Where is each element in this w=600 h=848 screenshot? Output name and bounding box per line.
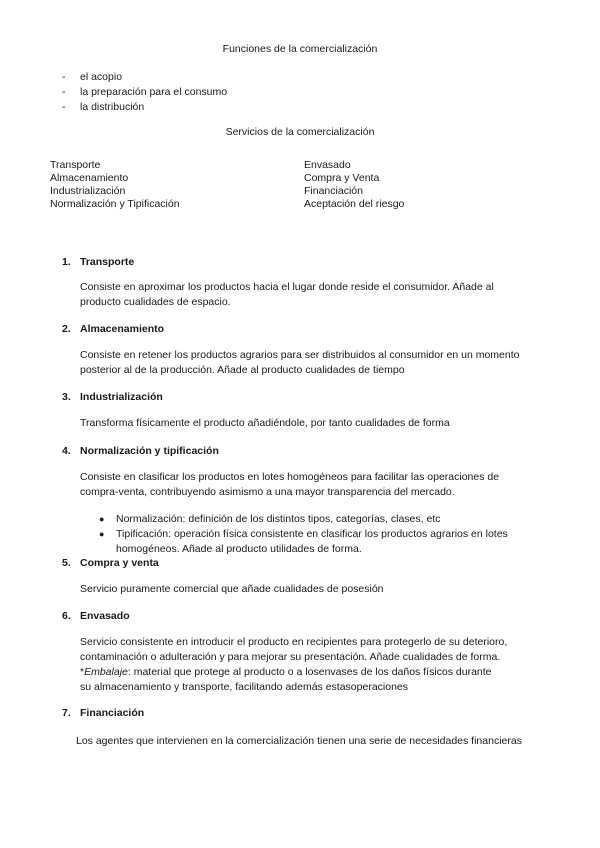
section-text-line: Consiste en aproximar los productos hacia el lugar donde reside el consumidor. Añade al [80,281,494,293]
bullet-marker: ● [99,514,105,524]
service-item: Aceptación del riesgo [304,198,405,210]
section-text-line: posterior al de la producción. Añade al producto cualidades de tiempo [80,364,405,376]
page-title: Funciones de la comercialización [222,43,378,55]
service-item: Financiación [304,185,363,197]
section-number: 5. [62,557,71,569]
section-number: 2. [62,323,71,335]
section-number: 6. [62,610,71,622]
section-number: 1. [62,256,71,268]
section-heading: Normalización y tipificación [80,445,219,457]
section-text-line: producto cualidades de espacio. [80,296,231,308]
note-line: su almacenamiento y transporte, facilitando además estasoperaciones [80,681,409,693]
section-heading: Envasado [80,610,130,622]
function-item: la preparación para el consumo [80,86,228,98]
bullet-marker: ● [99,529,105,539]
dash-marker: - [62,71,66,83]
section-text-line: Servicio consistente en introducir el producto en recipientes para protegerlo de su deterioro, [80,636,508,648]
dash-marker: - [62,86,66,98]
section-heading: Almacenamiento [80,323,165,335]
service-item: Industrialización [50,185,126,197]
section-number: 4. [62,445,71,457]
note-line [80,665,492,680]
bullet-text-line: Tipificación: operación física consistente en clasificar los productos agrarios en lotes [116,528,508,540]
service-item: Normalización y Tipificación [50,198,180,210]
section-text-line: Servicio puramente comercial que añade cualidades de posesión [80,583,384,595]
section-text-line: Transforma físicamente el producto añadiéndole, por tanto cualidades de forma [80,417,450,429]
bullet-text-line: Normalización: definición de los distintos tipos, categorías, clases, etc [116,513,441,525]
section-number: 7. [62,707,71,719]
section-text-line: Consiste en retener los productos agrarios para ser distribuidos al consumidor en un momento [80,349,520,361]
service-item: Transporte [50,159,101,171]
section-number: 3. [62,391,71,403]
services-title: Servicios de la comercialización [225,126,375,138]
function-item: la distribución [80,101,145,113]
service-item: Almacenamiento [50,172,129,184]
section-text-line: Los agentes que intervienen en la comercialización tienen una serie de necesidades financieras [76,735,522,747]
section-text-line: Consiste en clasificar los productos en lotes homogéneos para facilitar las operaciones de [80,471,500,483]
section-heading: Industrialización [80,391,163,403]
section-heading: Transporte [80,256,135,268]
section-heading: Compra y venta [80,557,159,569]
section-text-line: contaminación o adulteración y para mejorar su presentación. Añade cualidades de forma. [80,651,501,663]
section-heading: Financiación [80,707,145,719]
note-term: Embalaje [84,666,128,678]
function-item: el acopio [80,71,123,83]
note-text: : material que protege al producto o a losenvases de los daños físicos durante [127,666,492,678]
service-item: Compra y Venta [304,172,380,184]
section-text-line: compra-venta, contribuyendo asimismo a una mayor transparencia del mercado. [80,486,455,498]
bullet-text-line: homogéneos. Añade al producto utilidades de forma. [116,543,362,555]
dash-marker: - [62,101,66,113]
service-item: Envasado [304,159,351,171]
note-prefix: * [80,666,85,678]
